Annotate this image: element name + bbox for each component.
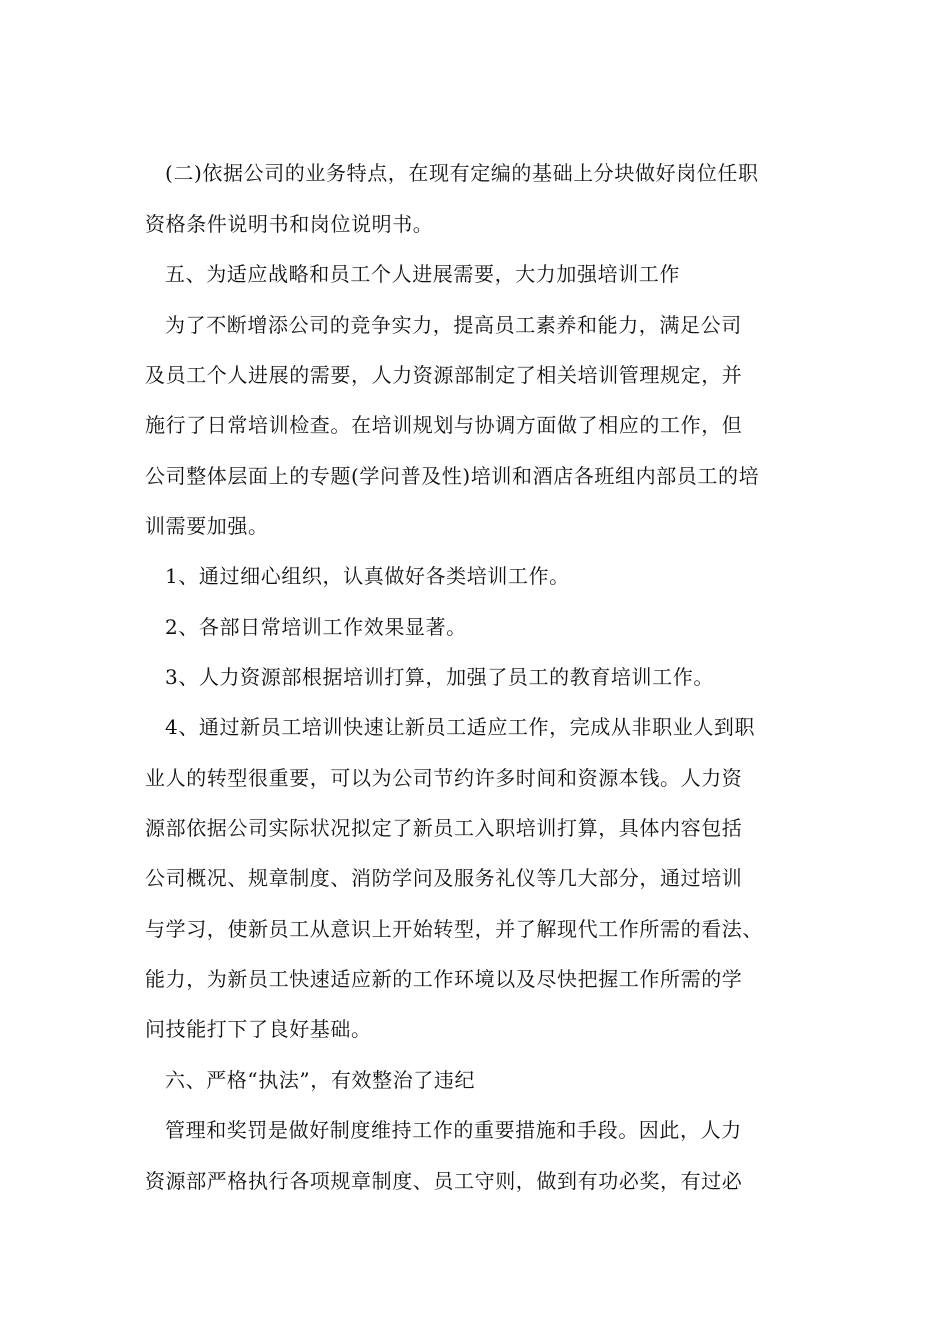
text-line: 施行了日常培训检查。在培训规划与协调方面做了相应的工作，但 <box>145 413 743 437</box>
text-line: 源部依据公司实际状况拟定了新员工入职培训打算，具体内容包括 <box>145 816 743 840</box>
list-item: 3、人力资源部根据培训打算，加强了员工的教育培训工作。 <box>165 665 714 689</box>
text-line: 能力，为新员工快速适应新的工作环境以及尽快把握工作所需的学 <box>145 967 743 991</box>
section-heading: 六、严格“执法”，有效整治了违纪 <box>165 1068 476 1092</box>
text-line: 问技能打下了良好基础。 <box>145 1017 372 1041</box>
list-item: 4、通过新员工培训快速让新员工适应工作，完成从非职业人到职 <box>165 715 756 739</box>
section-heading: 五、为适应战略和员工个人进展需要，大力加强培训工作 <box>165 262 680 286</box>
list-item: 1、通过细心组织，认真做好各类培训工作。 <box>165 564 570 588</box>
text-line: 训需要加强。 <box>145 514 269 538</box>
text-line: 资源部严格执行各项规章制度、员工守则，做到有功必奖，有过必 <box>145 1169 743 1193</box>
list-item: 2、各部日常培训工作效果显著。 <box>165 615 467 639</box>
text-line: (二)依据公司的业务特点，在现有定编的基础上分块做好岗位任职 <box>165 161 759 185</box>
text-line: 业人的转型很重要，可以为公司节约许多时间和资源本钱。人力资 <box>145 766 743 790</box>
text-line: 与学习，使新员工从意识上开始转型，并了解现代工作所需的看法、 <box>145 917 763 941</box>
text-line: 资格条件说明书和岗位说明书。 <box>145 212 434 236</box>
text-line: 公司概况、规章制度、消防学问及服务礼仪等几大部分，通过培训 <box>145 866 743 890</box>
text-line: 为了不断增添公司的竞争实力，提高员工素养和能力，满足公司 <box>165 313 742 337</box>
text-line: 管理和奖罚是做好制度维持工作的重要措施和手段。因此，人力 <box>165 1118 742 1142</box>
text-line: 公司整体层面上的专题(学问普及性)培训和酒店各班组内部员工的培 <box>145 464 760 488</box>
text-line: 及员工个人进展的需要，人力资源部制定了相关培训管理规定，并 <box>145 363 743 387</box>
